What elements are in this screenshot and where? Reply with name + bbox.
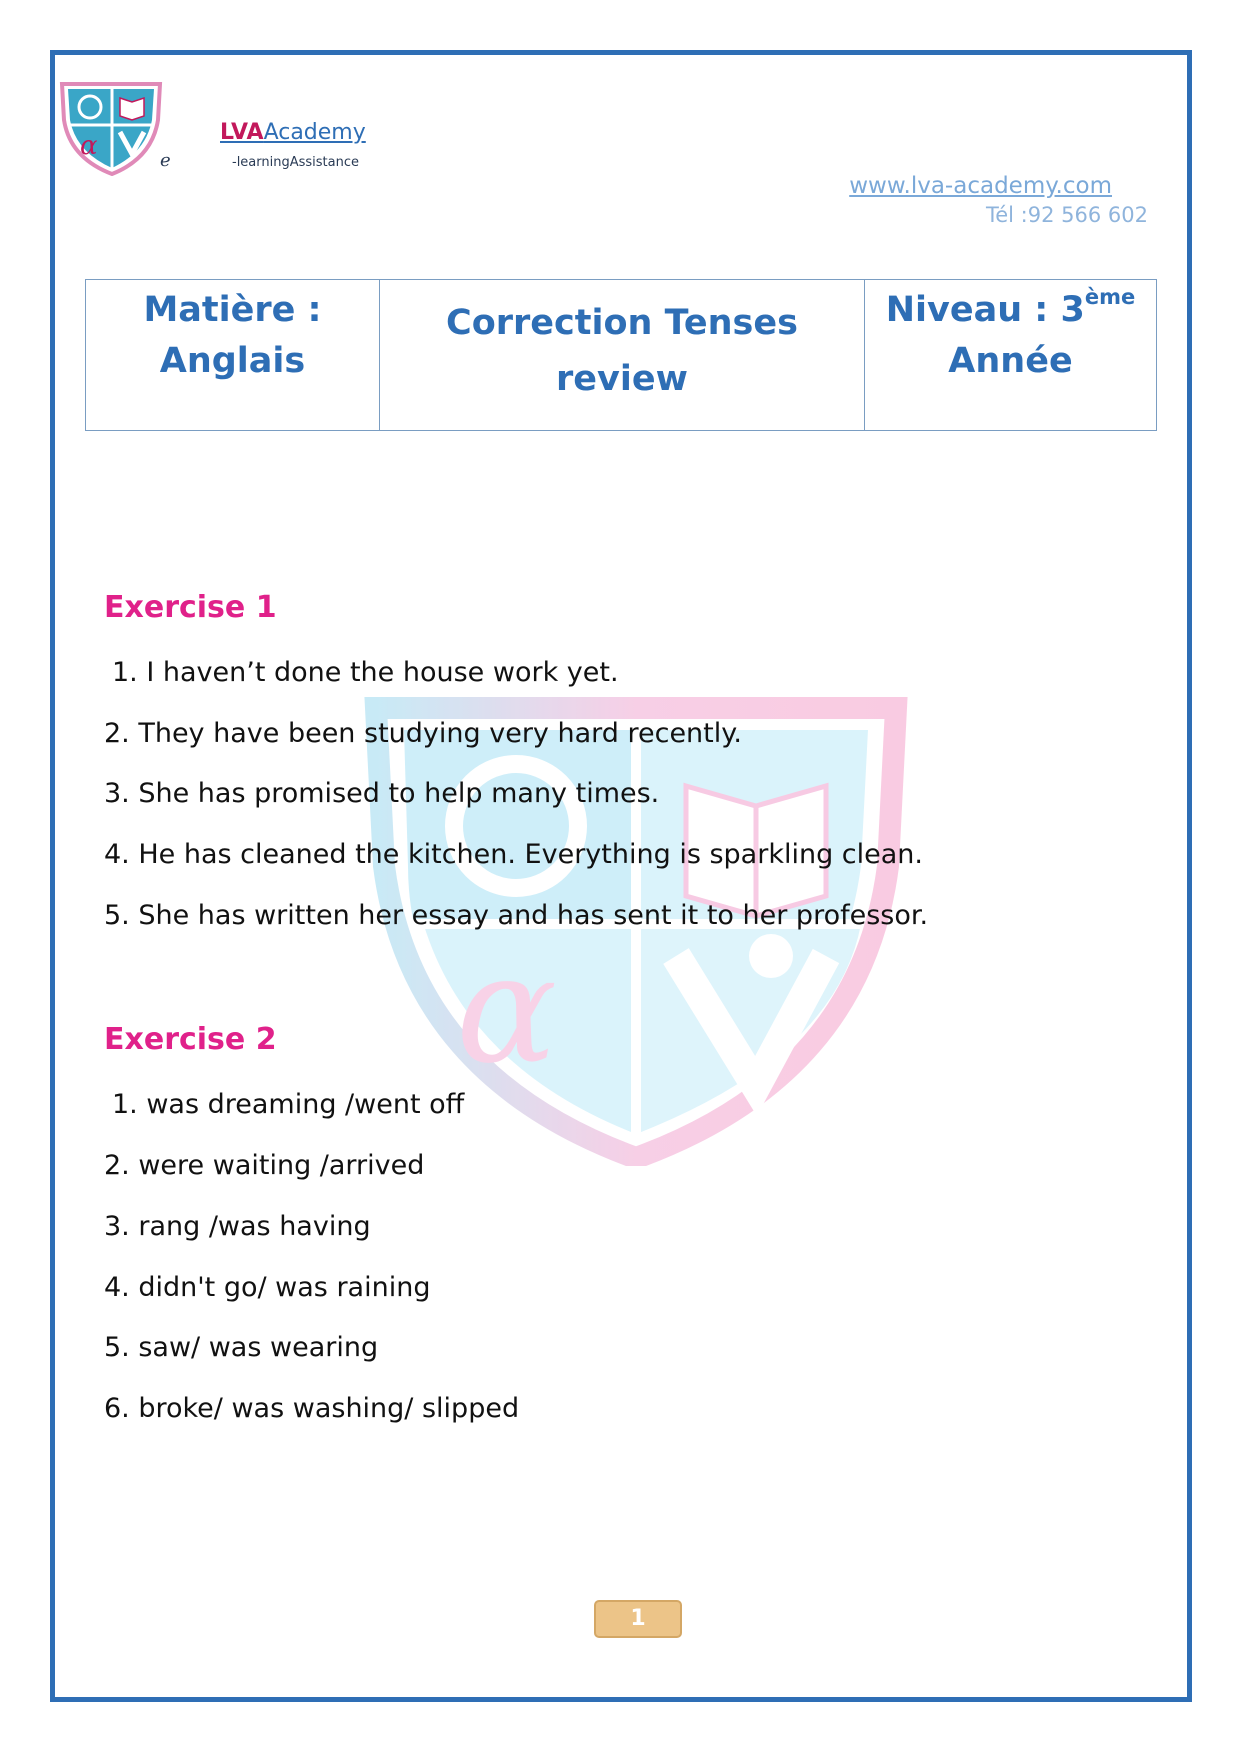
- title-line-2: review: [556, 359, 688, 399]
- header-table: [85, 279, 1157, 431]
- brand-tagline: -learningAssistance: [232, 155, 359, 170]
- exercise-2-item: 3. rang /was having: [104, 1211, 371, 1242]
- brand-name: [220, 120, 366, 145]
- exercise-2-item: 6. broke/ was washing/ slipped: [104, 1393, 520, 1424]
- exercise-1-item: 1. I haven’t done the house work yet.: [112, 657, 619, 688]
- exercise-2-item: 1. was dreaming /went off: [112, 1089, 465, 1120]
- exercise-2-item: 2. were waiting /arrived: [104, 1150, 425, 1181]
- level-year: Année: [948, 341, 1073, 381]
- title-line-1: Correction Tenses: [446, 303, 798, 343]
- level-cell: [865, 280, 1157, 431]
- exercise-1-item: 5. She has written her essay and has sent it to her professor.: [104, 900, 929, 931]
- level-superscript: ème: [1084, 285, 1136, 310]
- exercise-2-item: 5. saw/ was wearing: [104, 1332, 379, 1363]
- exercise-1-heading: Exercise 1: [104, 590, 277, 625]
- exercise-2-item: 4. didn't go/ was raining: [104, 1272, 431, 1303]
- svg-text:α: α: [456, 923, 558, 1097]
- phone-number: Tél :92 566 602: [985, 203, 1148, 227]
- brand-lva: LVA: [220, 120, 264, 145]
- brand-academy: Academy: [263, 120, 366, 145]
- svg-text:α: α: [80, 131, 98, 161]
- subject-value: Anglais: [159, 341, 306, 381]
- exercise-1-item: 2. They have been studying very hard recently.: [104, 718, 742, 749]
- exercise-1-item: 4. He has cleaned the kitchen. Everything is sparkling clean.: [104, 839, 923, 870]
- website-link[interactable]: www.lva-academy.com: [849, 173, 1112, 199]
- subject-label: Matière :: [143, 290, 322, 330]
- title-cell: [380, 280, 865, 431]
- page-number: 1: [594, 1600, 682, 1638]
- lva-shield-logo-icon: [58, 80, 164, 176]
- level-prefix: Niveau : 3: [885, 290, 1085, 330]
- exercise-1-item: 3. She has promised to help many times.: [104, 778, 660, 809]
- brand-e-mark: e: [160, 150, 171, 171]
- subject-cell: [86, 280, 380, 431]
- level-label: [865, 285, 1156, 336]
- exercise-2-heading: Exercise 2: [104, 1022, 277, 1057]
